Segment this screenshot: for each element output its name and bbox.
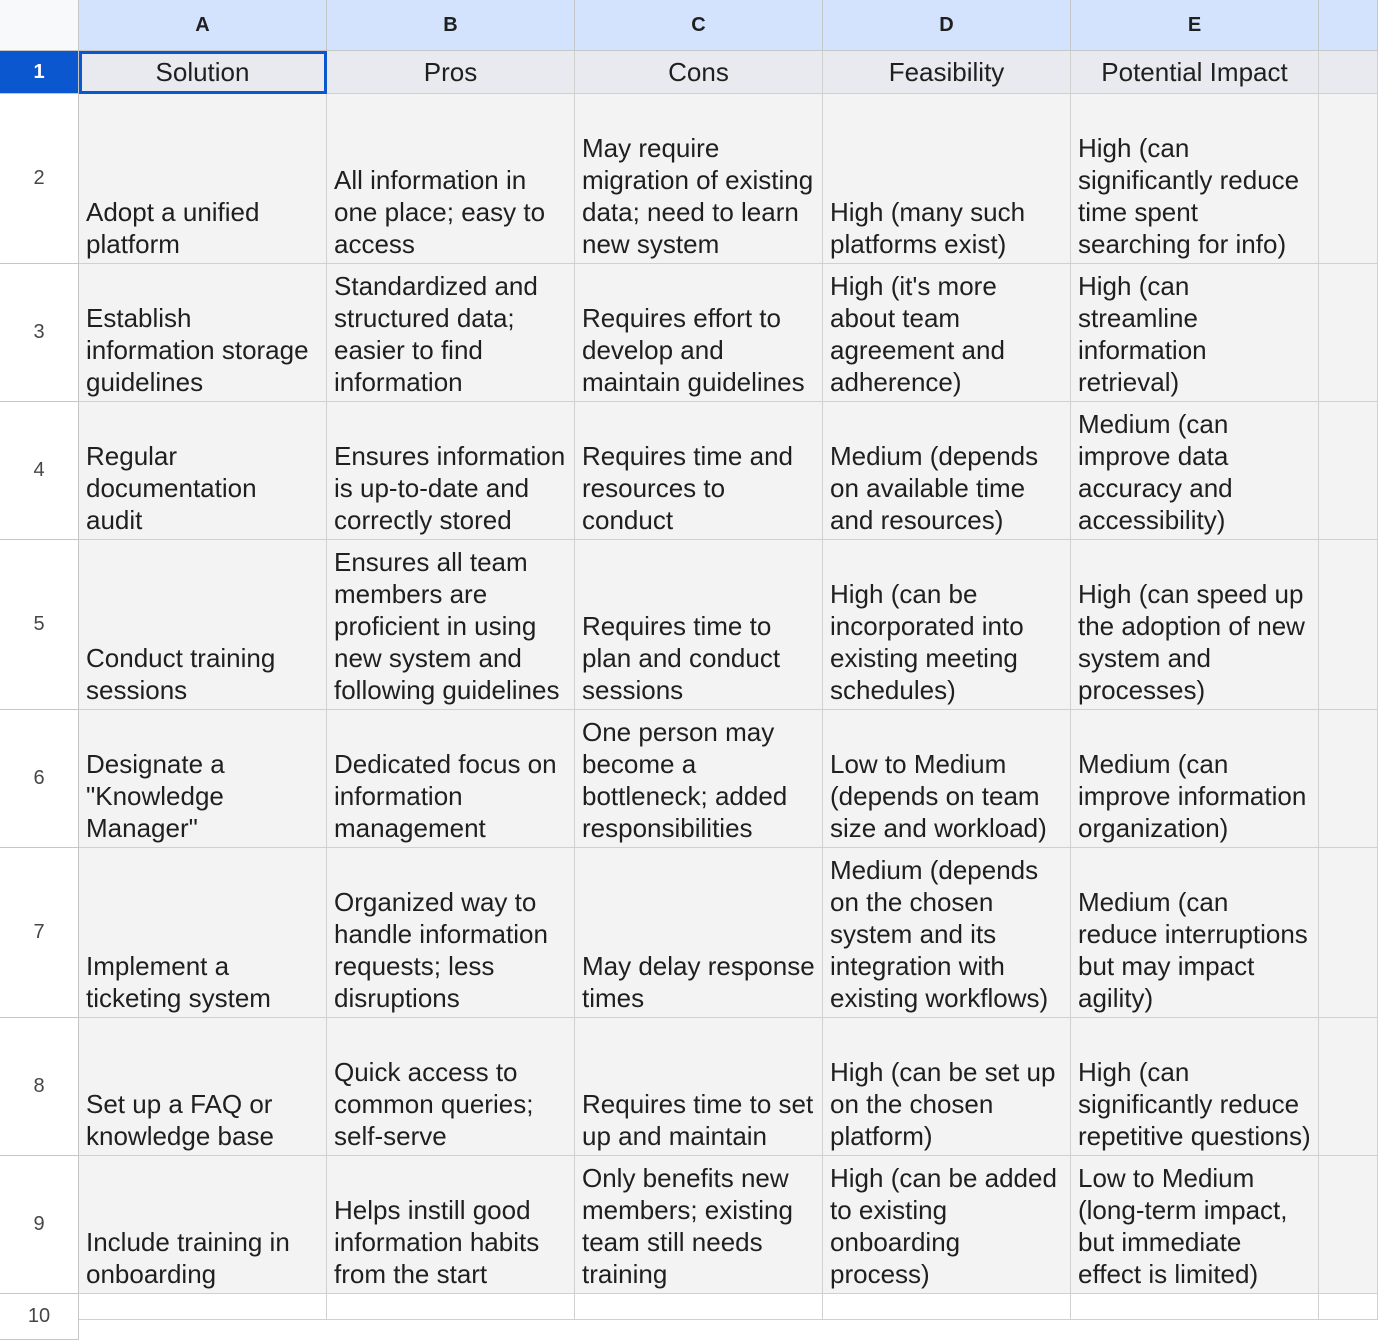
cell-d9[interactable]: High (can be added to existing onboarding process) (823, 1156, 1071, 1294)
cell-f6[interactable] (1319, 710, 1378, 848)
row-header-5[interactable]: 5 (0, 540, 79, 710)
row-header-10[interactable]: 10 (0, 1294, 79, 1340)
cell-b8[interactable]: Quick access to common queries; self-serve (327, 1018, 575, 1156)
cell-a3[interactable]: Establish information storage guidelines (79, 264, 327, 402)
cell-c2[interactable]: May require migration of existing data; need to learn new system (575, 94, 823, 264)
cell-c5[interactable]: Requires time to plan and conduct sessions (575, 540, 823, 710)
row-header-2[interactable]: 2 (0, 94, 79, 264)
cell-e4[interactable]: Medium (can improve data accuracy and accessibility) (1071, 402, 1319, 540)
row-header-1[interactable]: 1 (0, 51, 79, 94)
cell-a4[interactable]: Regular documentation audit (79, 402, 327, 540)
cell-d6[interactable]: Low to Medium (depends on team size and workload) (823, 710, 1071, 848)
cell-b6[interactable]: Dedicated focus on information management (327, 710, 575, 848)
cell-e9[interactable]: Low to Medium (long-term impact, but immediate effect is limited) (1071, 1156, 1319, 1294)
cell-a6[interactable]: Designate a "Knowledge Manager" (79, 710, 327, 848)
cell-a10[interactable] (79, 1294, 327, 1320)
cell-a8[interactable]: Set up a FAQ or knowledge base (79, 1018, 327, 1156)
cell-d2[interactable]: High (many such platforms exist) (823, 94, 1071, 264)
cell-f9[interactable] (1319, 1156, 1378, 1294)
cell-a5[interactable]: Conduct training sessions (79, 540, 327, 710)
cell-a9[interactable]: Include training in onboarding (79, 1156, 327, 1294)
cell-a2[interactable]: Adopt a unified platform (79, 94, 327, 264)
cell-b9[interactable]: Helps instill good information habits from the start (327, 1156, 575, 1294)
cell-e8[interactable]: High (can significantly reduce repetitive questions) (1071, 1018, 1319, 1156)
cell-f4[interactable] (1319, 402, 1378, 540)
cell-c7[interactable]: May delay response times (575, 848, 823, 1018)
cell-b10[interactable] (327, 1294, 575, 1320)
cell-f3[interactable] (1319, 264, 1378, 402)
cell-d8[interactable]: High (can be set up on the chosen platform) (823, 1018, 1071, 1156)
cell-d5[interactable]: High (can be incorporated into existing meeting schedules) (823, 540, 1071, 710)
cell-c1[interactable]: Cons (575, 51, 823, 94)
cell-c4[interactable]: Requires time and resources to conduct (575, 402, 823, 540)
cell-f5[interactable] (1319, 540, 1378, 710)
cell-b4[interactable]: Ensures information is up-to-date and correctly stored (327, 402, 575, 540)
cell-f1[interactable] (1319, 51, 1378, 94)
cell-e6[interactable]: Medium (can improve information organization) (1071, 710, 1319, 848)
cell-e1[interactable]: Potential Impact (1071, 51, 1319, 94)
cell-e10[interactable] (1071, 1294, 1319, 1320)
column-header-d[interactable]: D (823, 0, 1071, 51)
cell-b7[interactable]: Organized way to handle information requests; less disruptions (327, 848, 575, 1018)
cell-e5[interactable]: High (can speed up the adoption of new system and processes) (1071, 540, 1319, 710)
column-header-e[interactable]: E (1071, 0, 1319, 51)
column-header-c[interactable]: C (575, 0, 823, 51)
cell-d7[interactable]: Medium (depends on the chosen system and its integration with existing workflows) (823, 848, 1071, 1018)
cell-e7[interactable]: Medium (can reduce interruptions but may impact agility) (1071, 848, 1319, 1018)
row-header-4[interactable]: 4 (0, 402, 79, 540)
cell-d3[interactable]: High (it's more about team agreement and adherence) (823, 264, 1071, 402)
row-header-6[interactable]: 6 (0, 710, 79, 848)
cell-d4[interactable]: Medium (depends on available time and resources) (823, 402, 1071, 540)
cell-c9[interactable]: Only benefits new members; existing team still needs training (575, 1156, 823, 1294)
cell-c10[interactable] (575, 1294, 823, 1320)
cell-f7[interactable] (1319, 848, 1378, 1018)
column-header-b[interactable]: B (327, 0, 575, 51)
cell-b5[interactable]: Ensures all team members are proficient in using new system and following guidelines (327, 540, 575, 710)
cell-b1[interactable]: Pros (327, 51, 575, 94)
cell-e2[interactable]: High (can significantly reduce time spent searching for info) (1071, 94, 1319, 264)
cell-b2[interactable]: All information in one place; easy to access (327, 94, 575, 264)
row-header-3[interactable]: 3 (0, 264, 79, 402)
cell-a1[interactable]: Solution (79, 51, 327, 94)
cell-f8[interactable] (1319, 1018, 1378, 1156)
column-header-f[interactable] (1319, 0, 1378, 51)
cell-f2[interactable] (1319, 94, 1378, 264)
cell-c6[interactable]: One person may become a bottleneck; added responsibilities (575, 710, 823, 848)
row-header-8[interactable]: 8 (0, 1018, 79, 1156)
cell-c3[interactable]: Requires effort to develop and maintain guidelines (575, 264, 823, 402)
row-header-7[interactable]: 7 (0, 848, 79, 1018)
select-all-corner[interactable] (0, 0, 79, 51)
cell-d10[interactable] (823, 1294, 1071, 1320)
cell-b3[interactable]: Standardized and structured data; easier to find information (327, 264, 575, 402)
cell-c8[interactable]: Requires time to set up and maintain (575, 1018, 823, 1156)
row-header-9[interactable]: 9 (0, 1156, 79, 1294)
cell-d1[interactable]: Feasibility (823, 51, 1071, 94)
cell-a7[interactable]: Implement a ticketing system (79, 848, 327, 1018)
cell-e3[interactable]: High (can streamline information retrieval) (1071, 264, 1319, 402)
cell-f10[interactable] (1319, 1294, 1378, 1320)
column-header-a[interactable]: A (79, 0, 327, 51)
